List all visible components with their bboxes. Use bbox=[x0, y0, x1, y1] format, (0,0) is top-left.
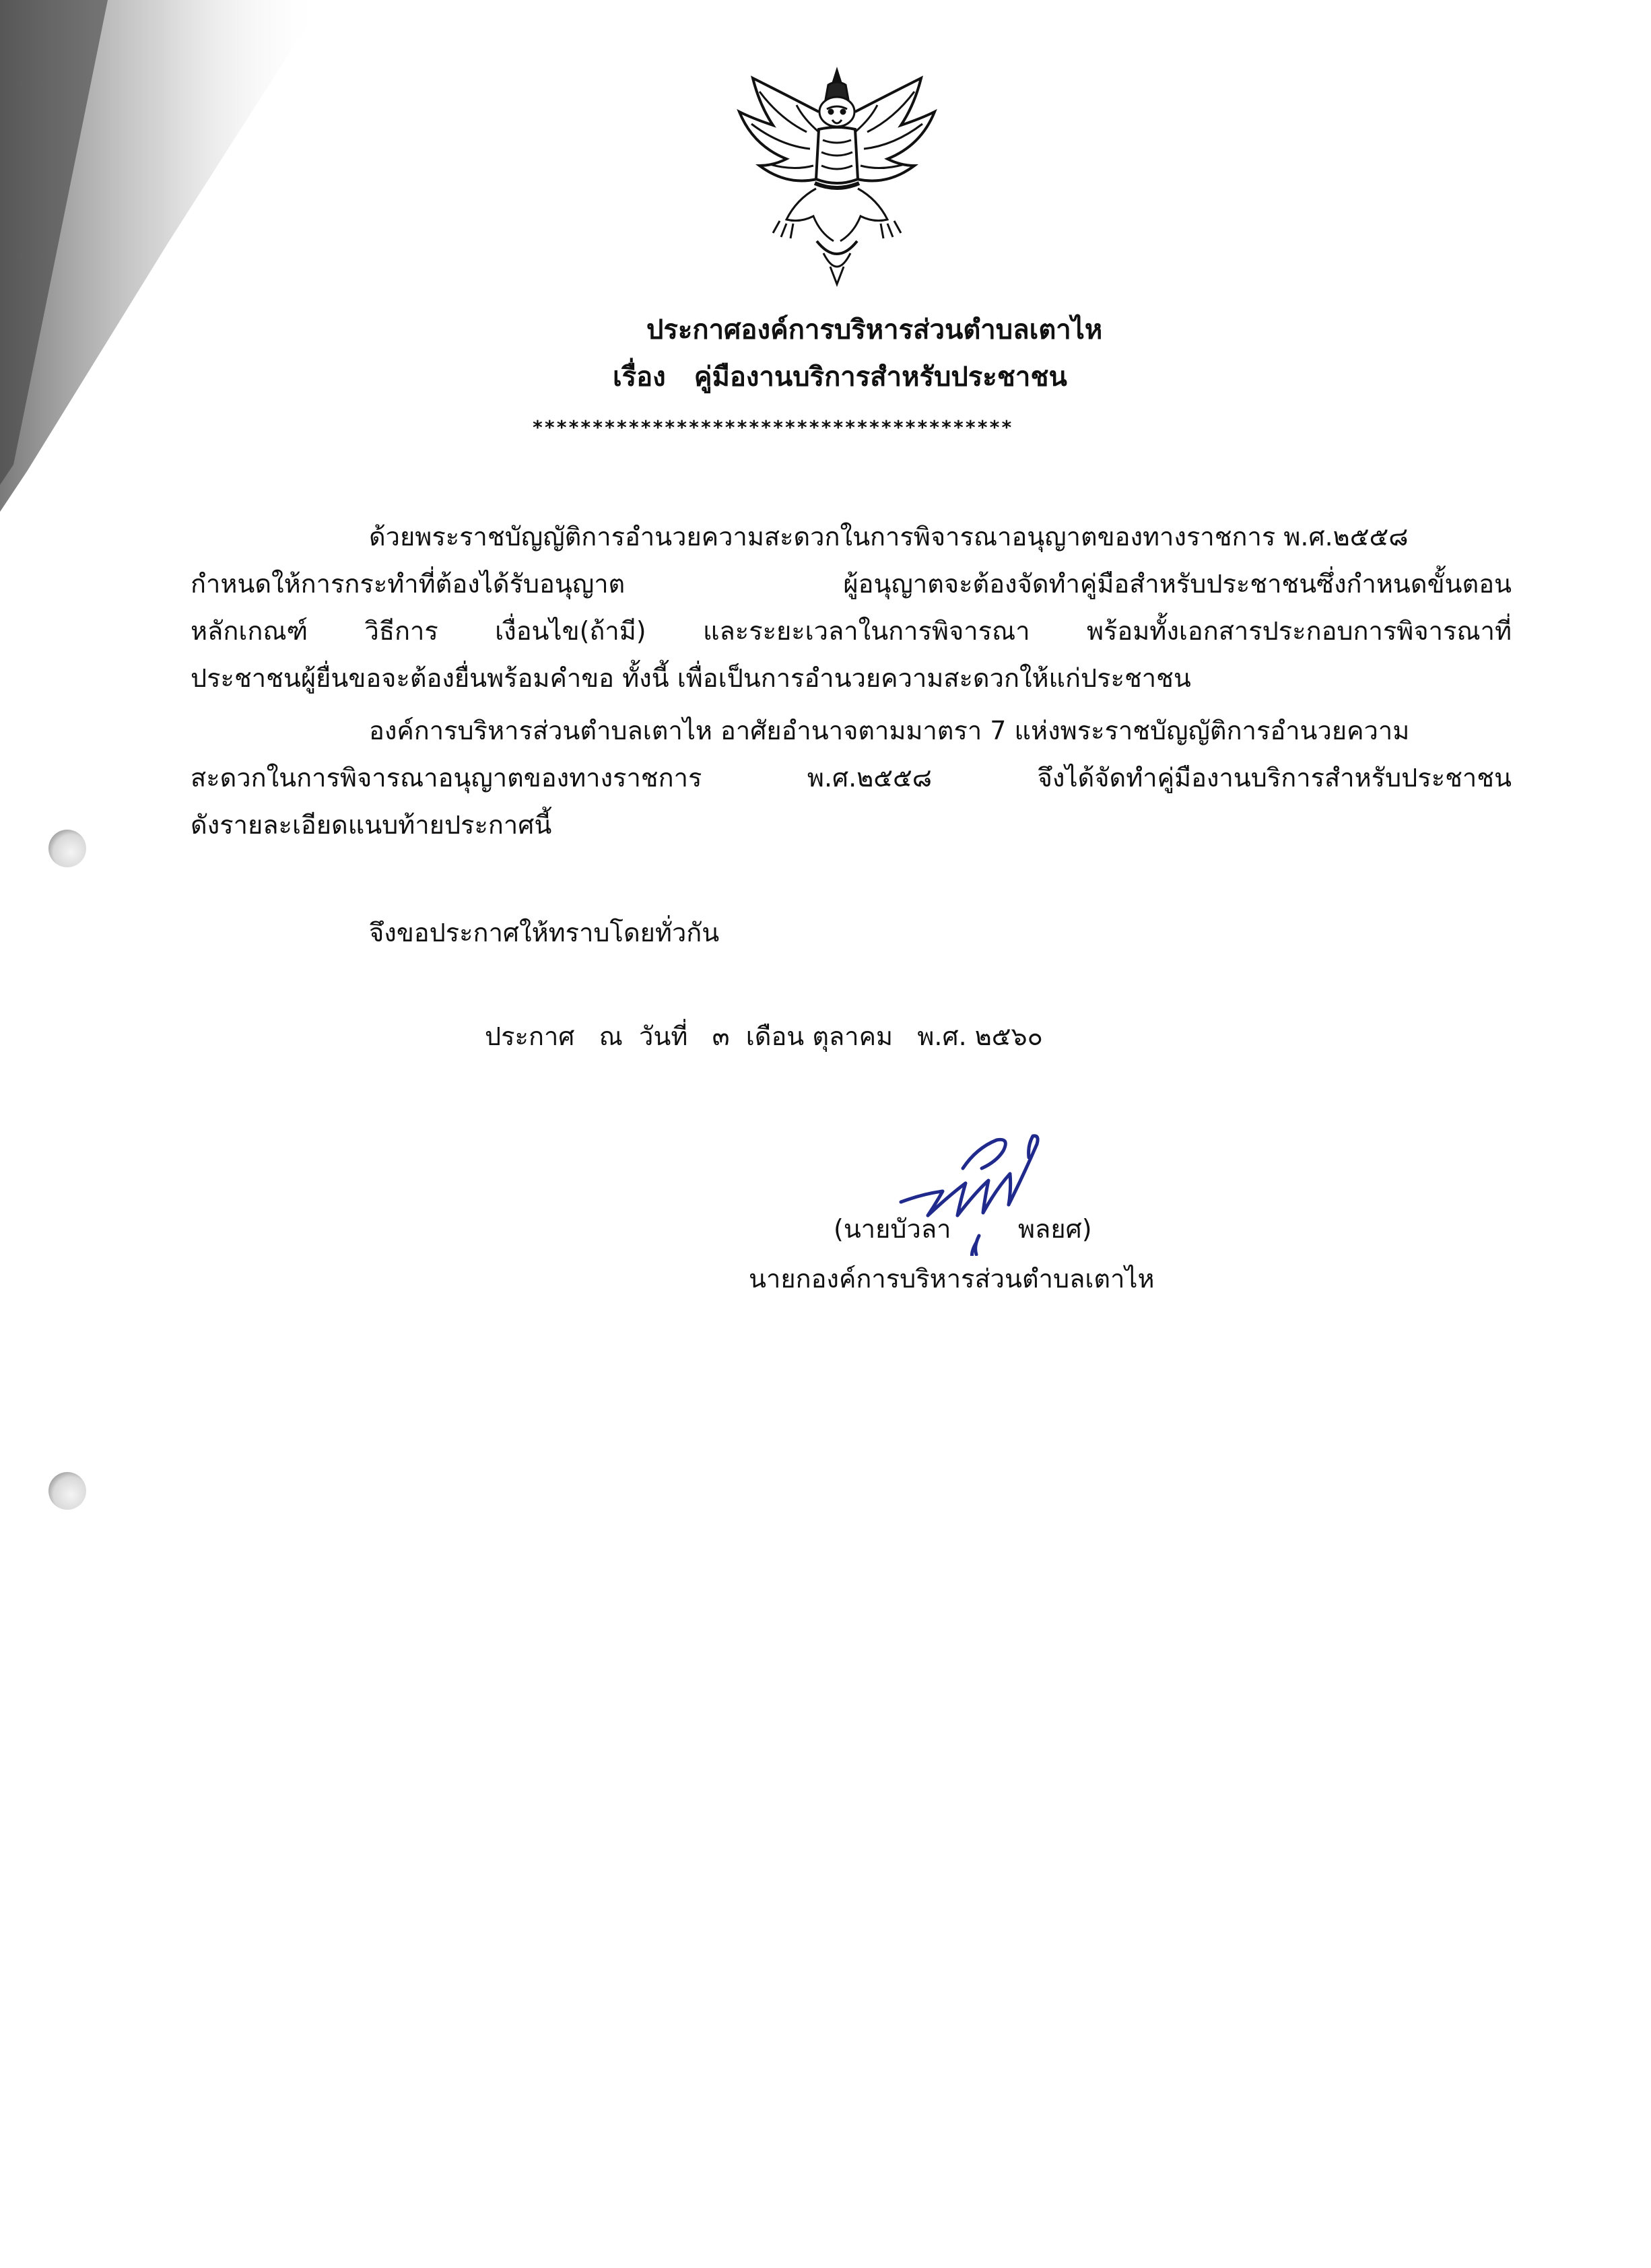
paragraph-1-line: หลักเกณฑ์ วิธีการ เงื่อนไข(ถ้ามี) และระยะเวลาในการพิจารณา พร้อมทั้งเอกสารประกอบการพิจารณาที่ bbox=[191, 616, 1512, 646]
punch-hole bbox=[48, 830, 86, 867]
subject-label: เรื่อง bbox=[613, 362, 666, 393]
announcement-subject bbox=[613, 364, 1067, 391]
paragraph-1-line: กำหนดให้การกระทำที่ต้องได้รับอนุญาต ผู้อนุญาตจะต้องจัดทำคู่มือสำหรับประชาชนซึ่งกำหนดขั้นตอน bbox=[191, 569, 1512, 599]
scan-shadow bbox=[0, 0, 350, 512]
paragraph-2-line: ดังรายละเอียดแนบท้ายประกาศนี้ bbox=[191, 810, 552, 840]
paragraph-1-line: ประชาชนผู้ยื่นขอจะต้องยื่นพร้อมคำขอ ทั้งนี้ เพื่อเป็นการอำนวยความสะดวกให้แก่ประชาชน bbox=[191, 663, 1191, 693]
paragraph-1-line: ด้วยพระราชบัญญัติการอำนวยความสะดวกในการพิจารณาอนุญาตของทางราชการ พ.ศ.๒๕๕๘ bbox=[369, 522, 1409, 552]
subject-text: คู่มืองานบริการสำหรับประชาชน bbox=[694, 362, 1067, 393]
paragraph-2-line: สะดวกในการพิจารณาอนุญาตของทางราชการ พ.ศ.๒๕๕๘ จึงได้จัดทำคู่มืองานบริการสำหรับประชาชน bbox=[191, 763, 1512, 793]
closing-statement: จึงขอประกาศให้ทราบโดยทั่วกัน bbox=[369, 918, 720, 947]
garuda-emblem-icon bbox=[733, 65, 941, 287]
signatory-position: นายกองค์การบริหารส่วนตำบลเตาไห bbox=[749, 1264, 1155, 1294]
signatory-name-close: พลยศ) bbox=[1018, 1214, 1092, 1244]
paragraph-2-line: องค์การบริหารส่วนตำบลเตาไห อาศัยอำนาจตามมาตรา 7 แห่งพระราชบัญญัติการอำนวยความ bbox=[369, 716, 1410, 745]
signatory-name-open: (นายบัวลา bbox=[834, 1214, 951, 1244]
announcement-title: ประกาศองค์การบริหารส่วนตำบลเตาไห bbox=[646, 314, 1103, 345]
separator-line: **************************************** bbox=[532, 416, 1013, 438]
announcement-date: ประกาศ ณ วันที่ ๓ เดือน ตุลาคม พ.ศ. ๒๕๖๐ bbox=[485, 1022, 1043, 1051]
punch-hole bbox=[48, 1472, 86, 1510]
